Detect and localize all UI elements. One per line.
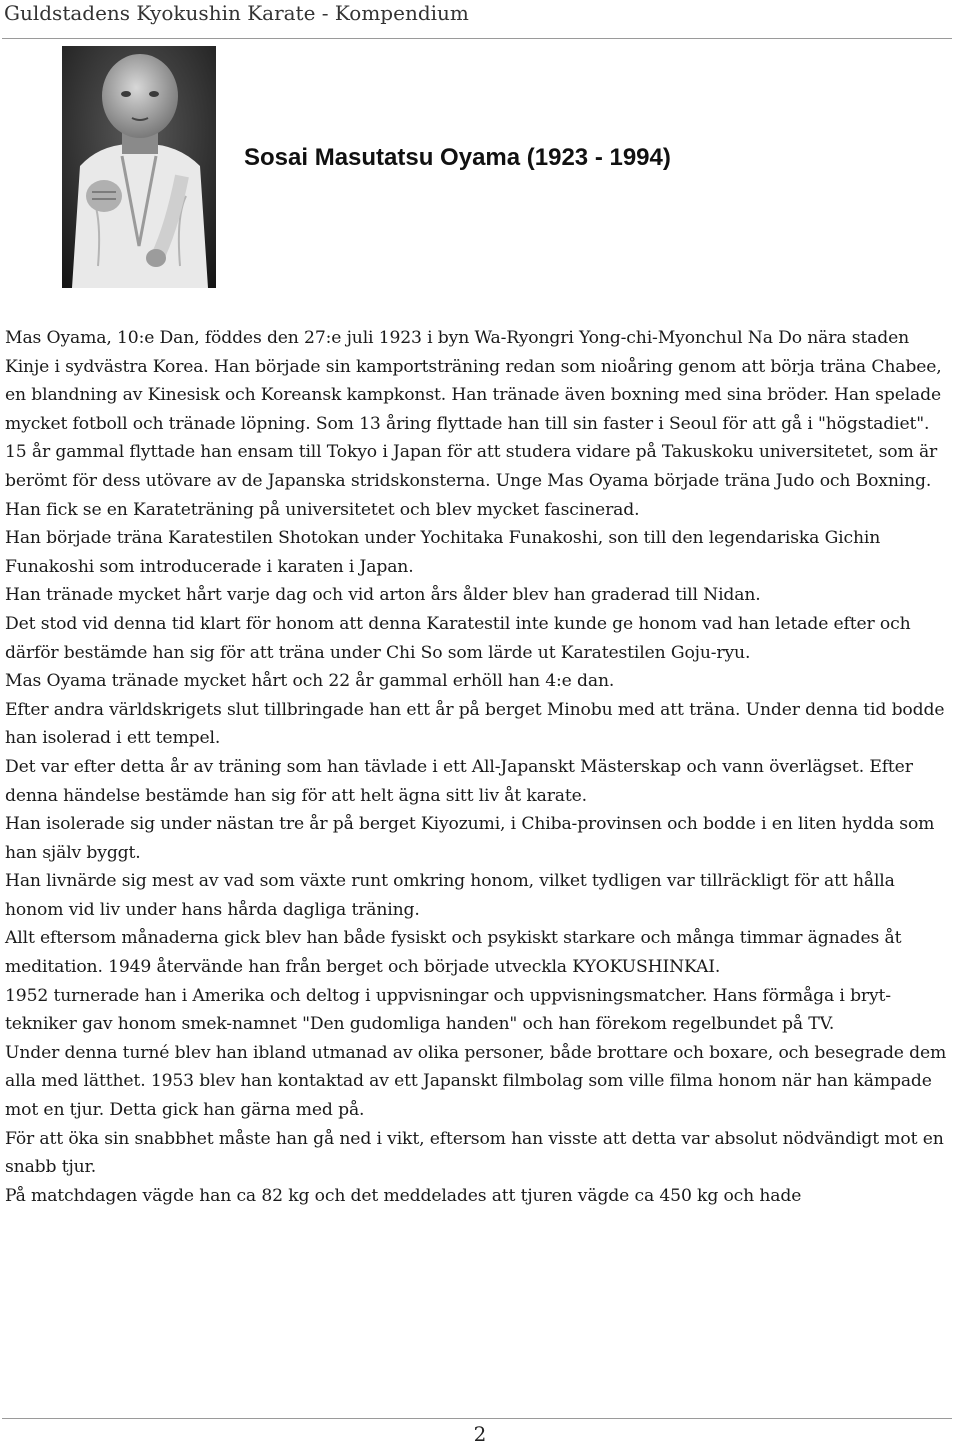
header-divider (2, 38, 952, 39)
paragraph: På matchdagen vägde han ca 82 kg och det meddelades att tjuren vägde ca 450 kg och hade (5, 1185, 802, 1206)
paragraph: För att öka sin snabbhet måste han gå ned i vikt, eftersom han visste att detta var absolut nödvändigt mot en snabb tjur. (5, 1128, 944, 1178)
paragraph: Allt eftersom månaderna gick blev han både fysiskt och psykiskt starkare och många timmar ägnades åt meditation. 1949 återvände han från berget och började utveckla KYOKUSHINKAI. (5, 928, 902, 978)
paragraph: Mas Oyama tränade mycket hårt och 22 år gammal erhöll han 4:e dan. (5, 671, 615, 692)
article-title: Sosai Masutatsu Oyama (1923 - 1994) (244, 144, 671, 171)
paragraph: Han tränade mycket hårt varje dag och vid arton års ålder blev han graderad till Nidan. (5, 585, 761, 606)
paragraph: Han livnärde sig mest av vad som växte runt omkring honom, vilket tydligen var tillräckligt för att hålla honom vid liv under hans hårda dagliga träning. (5, 871, 895, 920)
portrait-photo (62, 46, 216, 288)
paragraph: Han isolerade sig under nästan tre år på berget Kiyozumi, i Chiba-provinsen och bodde i en liten hydda som han själv byggt. (5, 814, 935, 863)
footer-divider (2, 1418, 952, 1419)
paragraph: Han började träna Karatestilen Shotokan under Yochitaka Funakoshi, son till den legendariska Gichin Funakoshi som introducerade i karaten i Japan. (5, 528, 881, 577)
page-number: 2 (473, 1422, 487, 1446)
paragraph: Mas Oyama, 10:e Dan, föddes den 27:e juli 1923 i byn Wa-Ryongri Yong-chi-Myonchul Na Do nära staden Kinje i sydvästra Korea. Han började sin kamportsträning redan som nioåring genom att börja träna Chabee, en blandning av Kinesisk och Koreansk kampkonst. Han tränade även boxning med sina bröder. Han spelade mycket fotboll och tränade löpning. Som 13 åring flyttade han till sin faster i Seoul för att gå i "högstadiet". 15 år gammal flyttade han ensam till Tokyo i Japan för att studera vidare på Takuskoku universitetet, som är berömt för dess utövare av de Japanska stridskonsterna. Unge Mas Oyama började träna Judo och Boxning. Han fick se en Karateträning på universitetet och blev mycket fascinerad. (5, 328, 942, 520)
paragraph: Det var efter detta år av träning som han tävlade i ett All-Japanskt Mästerskap och vann överlägset. Efter denna händelse bestämde han sig för att helt ägna sitt liv åt karate. (5, 756, 913, 806)
paragraph: 1952 turnerade han i Amerika och deltog i uppvisningar och uppvisningsmatcher. Hans förmåga i bryt-tekniker gav honom smek-namnet "Den gudomliga handen" och han förekom regelbundet på TV. (5, 985, 891, 1035)
paragraph: Under denna turné blev han ibland utmanad av olika personer, både brottare och boxare, och besegrade dem alla med lätthet. 1953 blev han kontaktad av ett Japanskt filmbolag som ville filma honom när han kämpade mot en tjur. Detta gick han gärna med på. (5, 1042, 947, 1121)
paragraph: Det stod vid denna tid klart för honom att denna Karatestil inte kunde ge honom vad han letade efter och därför bestämde han sig för att träna under Chi So som lärde ut Karatestilen Goju-ryu. (5, 613, 911, 663)
document-header: Guldstadens Kyokushin Karate - Kompendium (4, 1, 469, 25)
paragraph: Efter andra världskrigets slut tillbringade han ett år på berget Minobu med att träna. Under denna tid bodde han isolerad i ett tempel. (5, 699, 945, 749)
article-body (5, 324, 953, 1210)
